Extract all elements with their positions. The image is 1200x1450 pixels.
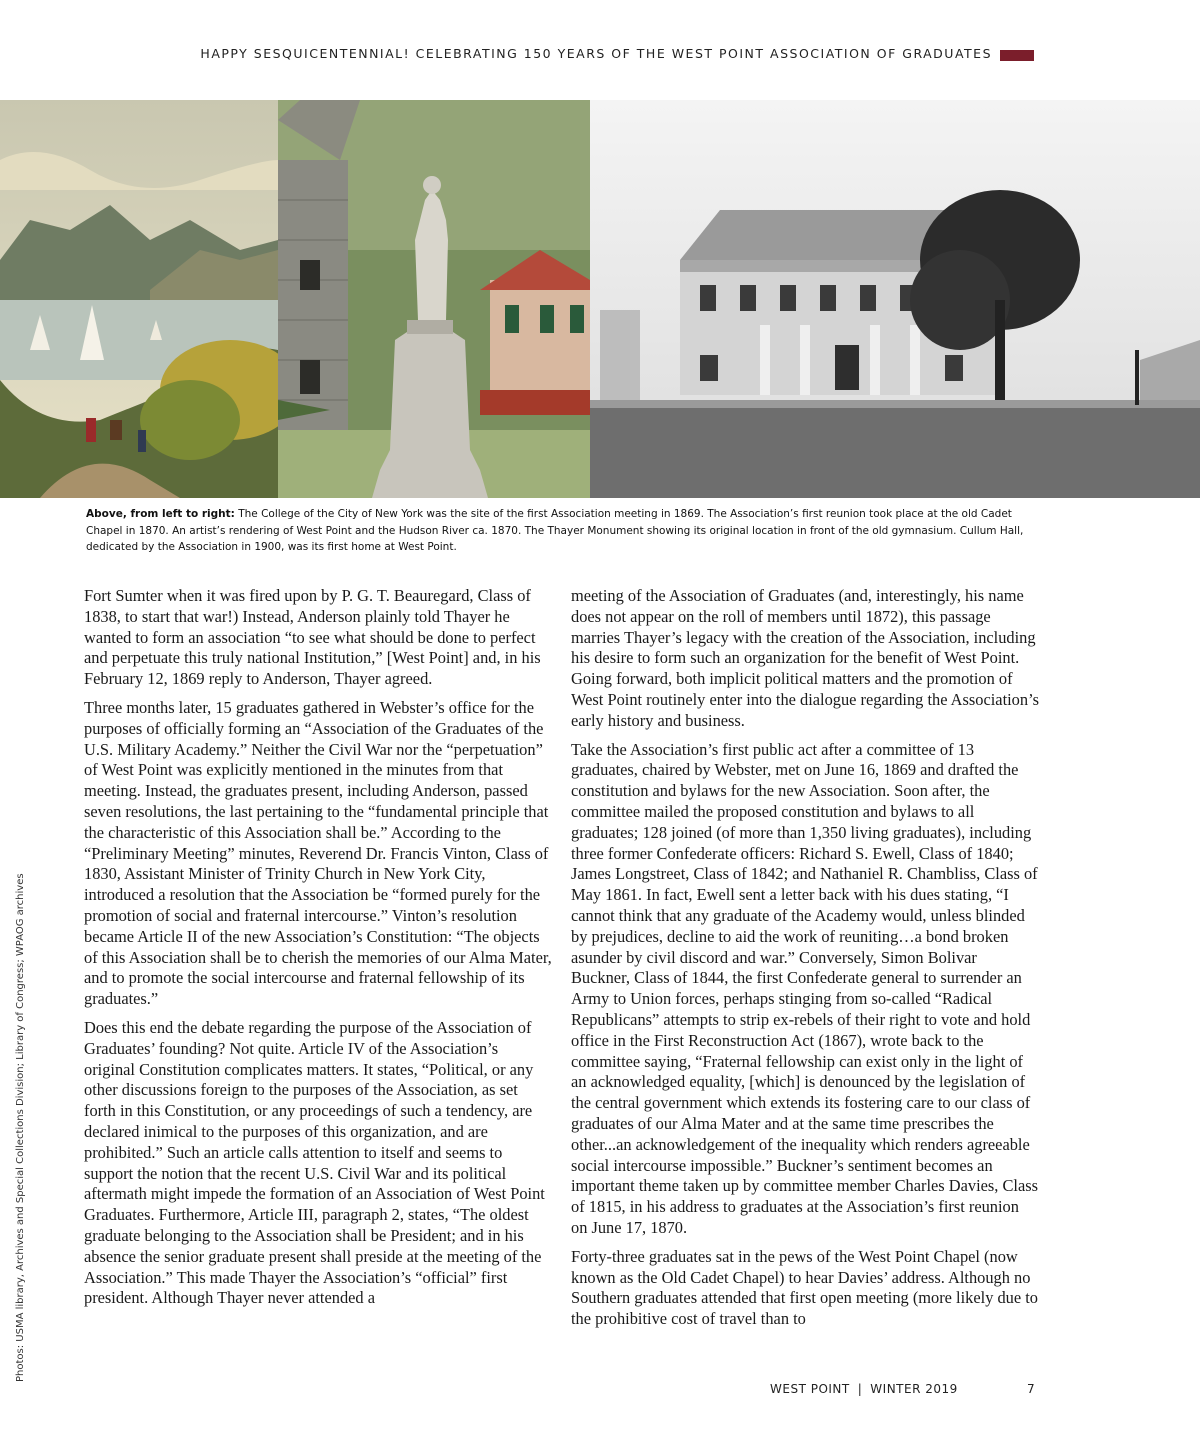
paragraph: Three months later, 15 graduates gathered in Webster’s office for the purposes of officially forming an “Association of the Graduates of the U.S. Military Academy.” Neither the Civil War nor the “perpetuation” of West Point was explicitly mentioned in the minutes from that meeting. Instead, the graduates present, including Anderson, passed seven resolutions, the last pertaining to the “fundamental principle that the characteristic of this Association shall be.” According to the “Preliminary Meeting” minutes, Reverend Dr. Francis Vinton, Class of 1830, Assistant Minister of Trinity Church in New York City, introduced a resolution that the Association be “formed purely for the promotion of social and fraternal intercourse.” Vinton’s resolution became Article II of the new Association’s Constitution: “The objects of this Association shall be to cherish the memories of our Alma Mater, and to promote the social intercourse and fraternal fellowship of its graduates.” bbox=[84, 697, 552, 1009]
paragraph: Fort Sumter when it was fired upon by P. G. T. Beauregard, Class of 1838, to start that war!) Instead, Anderson plainly told Thayer he wanted to form an association “to see what should be done to perfect and perpetuate this truly national Institution,” [West Point] and, in his February 12, 1869 reply to Anderson, Thayer agreed. bbox=[84, 586, 541, 689]
photo-caption bbox=[86, 506, 1026, 556]
footer-issue: WINTER 2019 bbox=[870, 1382, 958, 1396]
paragraph: Does this end the debate regarding the purpose of the Association of Graduates’ founding? Not quite. Article IV of the Association’s original Constitution complicates matters. It states, “Political, or any other discussions foreign to the purposes of the Association, as set forth in this Constitution, or any proceedings of such a tendency, are declared inimical to the purposes of this organization, and are prohibited.” Such an article calls attention to itself and seems to support the notion that the recent U.S. Civil War and its political aftermath might impede the formation of an Association of West Point Graduates. Furthermore, Article III, paragraph 2, states, “The oldest graduate belonging to the Association shall be President; and in his absence the senior graduate present shall preside at the meeting of the Association.” This made Thayer the Association’s “official” first president. Although Thayer never attended a bbox=[84, 1017, 545, 1308]
photo-strip bbox=[0, 100, 1200, 498]
running-header: HAPPY SESQUICENTENNIAL! CELEBRATING 150 YEARS OF THE WEST POINT ASSOCIATION OF GRADUATES bbox=[200, 46, 992, 61]
page-number: 7 bbox=[1027, 1382, 1035, 1396]
right-column bbox=[571, 586, 1039, 1338]
caption-lead: Above, from left to right: bbox=[86, 508, 235, 520]
caption-text: The College of the City of New York was the site of the first Association meeting in 1869. The Association’s first reunion took place at the old Cadet Chapel in 1870. An artist’s rendering of West Point and the Hudson River ca. 1870. The Thayer Monument showing its original location in front of the old gymnasium. Cullum Hall, dedicated by the Association in 1900, was its first home at West Point. bbox=[86, 508, 1024, 553]
header-accent-bar bbox=[1000, 50, 1034, 61]
thayer-monument-postcard bbox=[278, 100, 590, 498]
paragraph: Take the Association’s first public act after a committee of 13 graduates, chaired by Webster, met on June 16, 1869 and drafted the constitution and bylaws for the new Association. Soon after, the committee mailed the proposed constitution and bylaws to all graduates; 128 joined (of more than 1,350 living graduates), including three former Confederate officers: Richard S. Ewell, Class of 1840; James Longstreet, Class of 1842; and Nathaniel R. Chambliss, Class of May 1861. In fact, Ewell sent a letter back with his dues stating, “I cannot think that any graduate of the Academy would, unless blinded by prejudices, decline to aid the work of reuniting…a bond broken asunder by civil discord and war.” Conversely, Simon Bolivar Buckner, Class of 1844, the first Confederate general to surrender an Army to Union forces, perhaps stinging from so-called “Radical Republicans” attempts to strip ex-rebels of their right to vote and hold office in the First Reconstruction Act (1867), wrote back to the committee saying, “Fraternal fellowship can exist only in the light of an acknowledged equality, [which] is denounced by the legislation of the central government which extends its fostering care to our class of graduates of our Alma Mater and at the same time prescribes the other...an acknowledgement of the inequality which renders agreeable social intercourse impossible.” Buckner’s sentiment becomes an important theme taken up by committee member Charles Davies, Class of 1815, in his address to graduates at the Association’s first reunion on June 17, 1870. bbox=[571, 739, 1039, 1237]
cullum-hall-photo bbox=[590, 100, 1200, 498]
paragraph: Forty-three graduates sat in the pews of the West Point Chapel (now known as the Old Cadet Chapel) to hear Davies’ address. Although no Southern graduates attended that first open meeting (more likely due to the prohibitive cost of travel than to bbox=[571, 1246, 1038, 1329]
footer-magazine: WEST POINT bbox=[770, 1382, 850, 1396]
photo-credit: Photos: USMA library, Archives and Special Collections Division; Library of Congress; WPAOG archives bbox=[15, 873, 26, 1382]
paragraph: meeting of the Association of Graduates (and, interestingly, his name does not appear on the roll of members until 1872), this passage marries Thayer’s legacy with the creation of the Association, including his desire to form such an organization for the benefit of West Point. Going forward, both implicit political matters and the promotion of West Point routinely enter into the dialogue regarding the Association’s early history and business. bbox=[571, 586, 1039, 730]
hudson-river-painting bbox=[0, 100, 300, 498]
left-column bbox=[84, 586, 552, 1317]
page-footer bbox=[770, 1382, 958, 1396]
footer-separator: | bbox=[857, 1382, 863, 1396]
